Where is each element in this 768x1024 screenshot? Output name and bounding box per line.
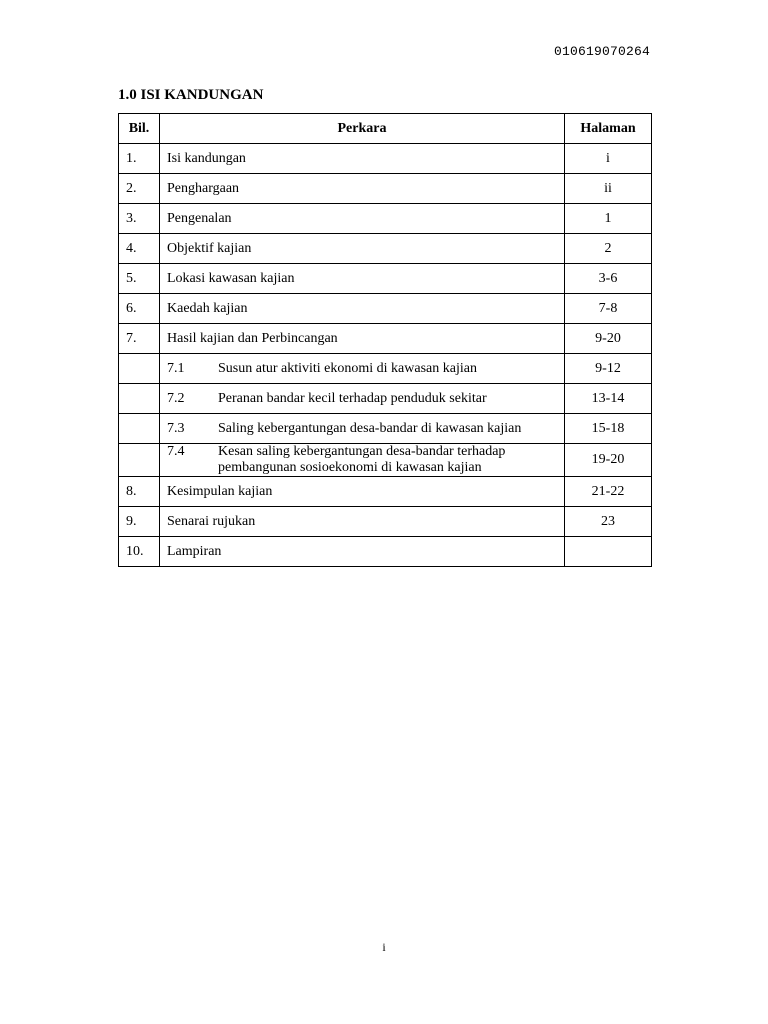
row-number: 8. [119, 477, 160, 507]
row-page: 7-8 [565, 294, 652, 324]
subrow-item: Saling kebergantungan desa-bandar di kawasan kajian [218, 420, 522, 436]
row-page [565, 537, 652, 567]
subrow-item: Peranan bandar kecil terhadap penduduk sekitar [218, 390, 487, 406]
row-item: Hasil kajian dan Perbincangan [160, 324, 565, 354]
row-number: 4. [119, 234, 160, 264]
row-number: 2. [119, 174, 160, 204]
row-number-empty [119, 384, 160, 414]
row-page: 2 [565, 234, 652, 264]
subrow-item-cell [160, 414, 565, 444]
table-subrow [119, 384, 652, 414]
row-item: Lampiran [160, 537, 565, 567]
row-page: 1 [565, 204, 652, 234]
table-row [119, 264, 652, 294]
row-item: Kaedah kajian [160, 294, 565, 324]
row-number-empty [119, 354, 160, 384]
row-number: 10. [119, 537, 160, 567]
row-page: i [565, 144, 652, 174]
subrow-item-cell [160, 444, 565, 477]
row-page: 19-20 [565, 444, 652, 477]
row-number: 5. [119, 264, 160, 294]
section-title: 1.0 ISI KANDUNGAN [118, 87, 264, 103]
table-row [119, 294, 652, 324]
row-page: 15-18 [565, 414, 652, 444]
table-subrow [119, 354, 652, 384]
row-page: 9-20 [565, 324, 652, 354]
column-header-halaman: Halaman [565, 114, 652, 144]
document-id: 010619070264 [553, 44, 650, 59]
table-header-row [119, 114, 652, 144]
subrow-number: 7.2 [167, 390, 185, 406]
row-item: Isi kandungan [160, 144, 565, 174]
subrow-number: 7.4 [167, 444, 185, 459]
page-number: i [382, 940, 386, 954]
table-row [119, 537, 652, 567]
row-page: 13-14 [565, 384, 652, 414]
row-page: ii [565, 174, 652, 204]
row-item: Kesimpulan kajian [160, 477, 565, 507]
row-number: 9. [119, 507, 160, 537]
row-number-empty [119, 444, 160, 477]
table-of-contents [118, 113, 652, 567]
subrow-item: Kesan saling kebergantungan desa-bandar terhadap pembangunan sosioekonomi di kawasan kajian [218, 444, 506, 475]
table-row [119, 234, 652, 264]
table-row [119, 204, 652, 234]
subrow-item: Susun atur aktiviti ekonomi di kawasan kajian [218, 360, 477, 376]
row-number: 3. [119, 204, 160, 234]
subrow-number: 7.1 [167, 360, 185, 376]
table-row [119, 507, 652, 537]
row-page: 3-6 [565, 264, 652, 294]
table-row [119, 144, 652, 174]
subrow-item-cell [160, 384, 565, 414]
row-item: Pengenalan [160, 204, 565, 234]
row-page: 9-12 [565, 354, 652, 384]
row-page: 23 [565, 507, 652, 537]
table-row [119, 174, 652, 204]
row-item: Penghargaan [160, 174, 565, 204]
table-row [119, 324, 652, 354]
row-number-empty [119, 414, 160, 444]
row-item: Senarai rujukan [160, 507, 565, 537]
subrow-number: 7.3 [167, 420, 185, 436]
column-header-perkara: Perkara [160, 114, 565, 144]
row-page: 21-22 [565, 477, 652, 507]
row-number: 7. [119, 324, 160, 354]
table-row [119, 477, 652, 507]
column-header-bil: Bil. [119, 114, 160, 144]
row-number: 6. [119, 294, 160, 324]
table-subrow [119, 444, 652, 477]
row-item: Lokasi kawasan kajian [160, 264, 565, 294]
table-subrow [119, 414, 652, 444]
row-number: 1. [119, 144, 160, 174]
subrow-item-cell [160, 354, 565, 384]
row-item: Objektif kajian [160, 234, 565, 264]
